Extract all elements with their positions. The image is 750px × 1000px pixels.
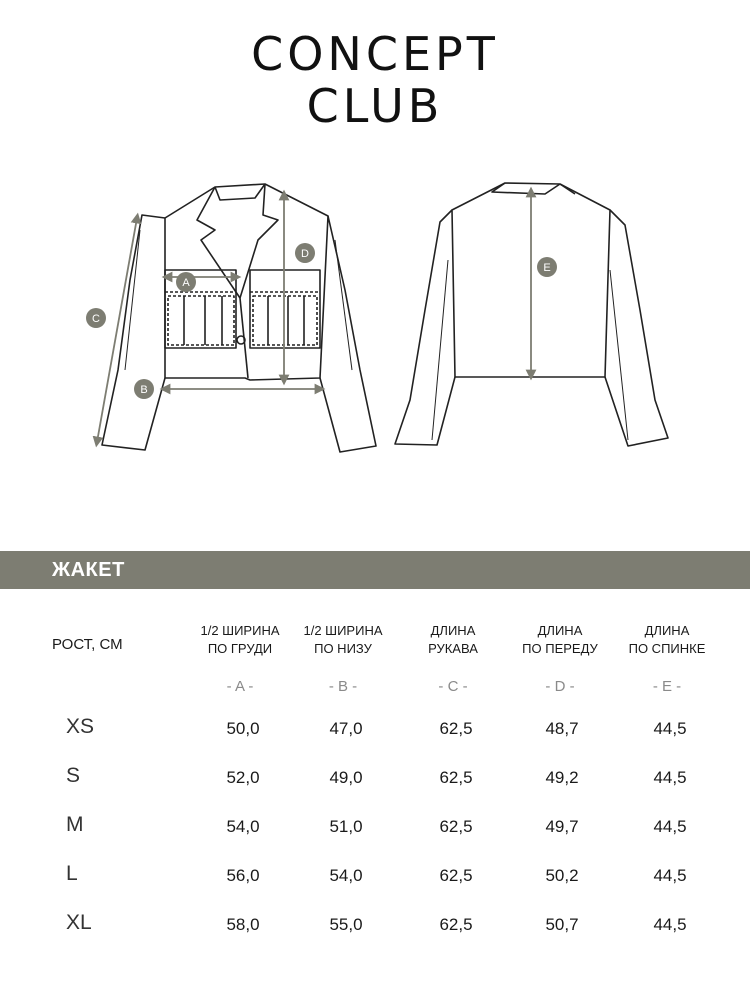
column-header-e-line2: ПО СПИНКЕ (628, 641, 706, 656)
table-cell: 48,7 (545, 719, 579, 738)
table-cell: 58,0 (226, 915, 260, 934)
table-cell: 51,0 (329, 817, 363, 836)
column-header-d-line1: ДЛИНА (537, 623, 583, 638)
table-cell: 49,2 (545, 768, 579, 787)
table-cell: 55,0 (329, 915, 363, 934)
table-cell: 54,0 (329, 866, 363, 885)
measure-line-c (97, 218, 137, 442)
size-label: XL (66, 911, 92, 934)
table-cell: 62,5 (439, 915, 473, 934)
column-header-a (185, 622, 295, 658)
marker-c-label: C (92, 313, 100, 325)
marker-b (134, 379, 154, 399)
size-label: S (66, 764, 81, 787)
column-letter-c: - C - (438, 678, 468, 695)
table-cell: 49,7 (545, 817, 579, 836)
marker-c (86, 308, 106, 328)
table-cell: 62,5 (439, 719, 473, 738)
table-cell: 54,0 (226, 817, 260, 836)
section-header (0, 551, 750, 589)
brand-line-2: CLUB (306, 79, 444, 133)
table-cell: 44,5 (653, 915, 687, 934)
column-header-b (288, 622, 398, 658)
column-header-e-line1: ДЛИНА (644, 623, 690, 638)
table-cell: 44,5 (653, 719, 687, 738)
column-header-d-line2: ПО ПЕРЕДУ (522, 641, 598, 656)
row-header: РОСТ, СМ (52, 636, 123, 653)
table-cell: 62,5 (439, 817, 473, 836)
jacket-technical-sketch (0, 170, 750, 470)
column-header-c-line2: РУКАВА (428, 641, 478, 656)
marker-b-label: B (140, 384, 148, 396)
section-title: ЖАКЕТ (52, 559, 125, 581)
marker-e-label: E (543, 262, 551, 274)
column-header-b-line2: ПО НИЗУ (314, 641, 372, 656)
column-header-c-line1: ДЛИНА (430, 623, 476, 638)
column-header-b-line1: 1/2 ШИРИНА (303, 623, 383, 638)
marker-e (537, 257, 557, 277)
brand-logo (0, 27, 750, 133)
column-header-d (505, 622, 615, 658)
table-cell: 44,5 (653, 768, 687, 787)
size-label: M (66, 813, 84, 836)
table-cell: 50,2 (545, 866, 579, 885)
table-cell: 56,0 (226, 866, 260, 885)
table-cell: 49,0 (329, 768, 363, 787)
column-header-c (398, 622, 508, 658)
table-cell: 50,7 (545, 915, 579, 934)
column-header-e (612, 622, 722, 658)
brand-line-1: CONCEPT (251, 27, 499, 81)
column-letter-a: - A - (226, 678, 254, 695)
table-cell: 62,5 (439, 768, 473, 787)
size-label: XS (66, 715, 95, 738)
marker-d (295, 243, 315, 263)
table-cell: 52,0 (226, 768, 260, 787)
column-header-a-line1: 1/2 ШИРИНА (200, 623, 280, 638)
column-letter-e: - E - (652, 678, 682, 695)
table-cell: 44,5 (653, 866, 687, 885)
table-cell: 62,5 (439, 866, 473, 885)
column-header-a-line2: ПО ГРУДИ (207, 641, 273, 656)
column-letter-b: - B - (328, 678, 358, 695)
size-label: L (66, 862, 78, 885)
marker-a (176, 272, 196, 292)
column-letter-d: - D - (545, 678, 575, 695)
marker-d-label: D (301, 248, 309, 260)
table-cell: 44,5 (653, 817, 687, 836)
table-cell: 50,0 (226, 719, 260, 738)
table-cell: 47,0 (329, 719, 363, 738)
marker-a-label: A (182, 277, 190, 289)
front-view (102, 184, 376, 452)
